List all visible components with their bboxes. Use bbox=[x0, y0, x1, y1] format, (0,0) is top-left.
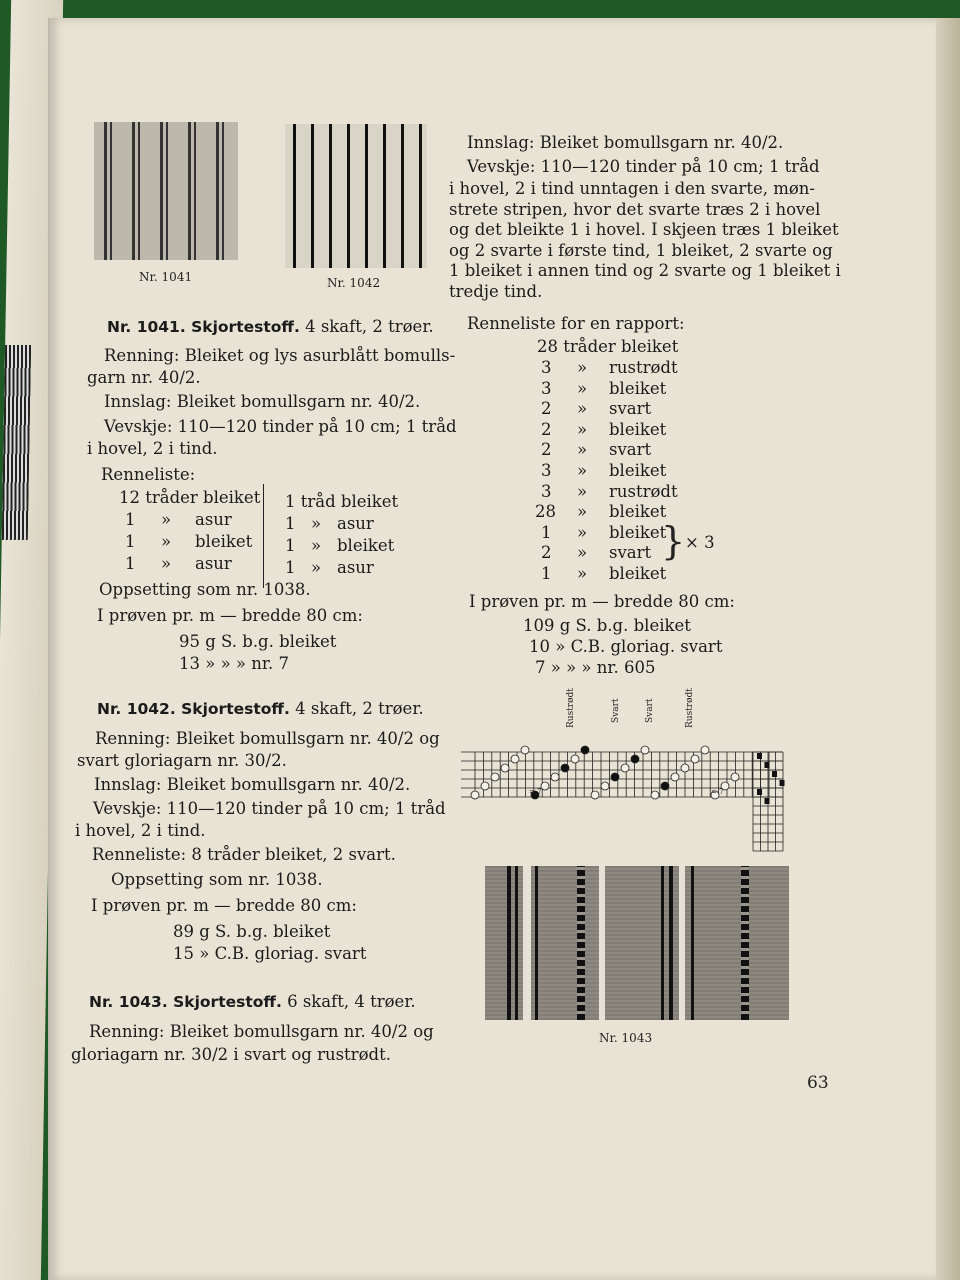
text-line: 13 » » » nr. 7 bbox=[179, 654, 289, 673]
threading-dot bbox=[691, 755, 699, 763]
renneliste-cell: 1 bbox=[125, 510, 136, 529]
threading-dot bbox=[681, 764, 689, 772]
renneliste-cell: » bbox=[577, 481, 588, 501]
renneliste-cell: 2 bbox=[541, 399, 552, 419]
swatch-1043 bbox=[485, 866, 789, 1020]
threading-dot bbox=[521, 746, 529, 754]
heading-1042 bbox=[97, 698, 424, 720]
tieup-mark bbox=[772, 771, 777, 777]
stripe bbox=[691, 866, 694, 1020]
repeat-brace: } bbox=[661, 519, 686, 563]
renneliste-cell: asur bbox=[337, 514, 374, 533]
renneliste-cell: bleiket bbox=[195, 532, 253, 551]
renneliste-cell: rustrødt bbox=[609, 358, 678, 377]
threading-dot bbox=[661, 782, 669, 790]
text-line: Renning: Bleiket bomullsgarn nr. 40/2 og bbox=[89, 1022, 434, 1041]
text-line: Vevskje: 110—120 tinder på 10 cm; 1 tråd bbox=[93, 799, 446, 818]
text-line: 15 » C.B. gloriag. svart bbox=[173, 944, 367, 963]
renneliste-cell: asur bbox=[195, 510, 232, 529]
renneliste-cell: » bbox=[577, 378, 588, 398]
renneliste-cell: » bbox=[161, 532, 172, 551]
renneliste-cell: 3 bbox=[541, 358, 552, 377]
renneliste-cell: » bbox=[577, 399, 588, 419]
text-line: Oppsetting som nr. 1038. bbox=[99, 580, 311, 599]
stripe bbox=[577, 866, 585, 1020]
threading-dot bbox=[601, 782, 609, 790]
text-line: 95 g S. b.g. bleiket bbox=[179, 632, 337, 651]
renneliste-cell: svart bbox=[609, 543, 652, 563]
renneliste-cell: 1 bbox=[541, 564, 552, 583]
repeat-label: × 3 bbox=[685, 533, 715, 552]
text-line: og det bleikte 1 i hovel. I skjeen træs 1 bleiket bbox=[449, 220, 839, 239]
renneliste-cell: 3 bbox=[541, 378, 552, 398]
swatch-1042 bbox=[285, 124, 427, 268]
heading-1043-bold: Nr. 1043. Skjortestoff. bbox=[89, 993, 282, 1011]
renneliste-cell: » bbox=[577, 419, 588, 439]
text-line: strete stripen, hvor det svarte træs 2 i hovel bbox=[449, 200, 821, 219]
text-line: Renneliste for en rapport: bbox=[467, 314, 685, 333]
text-line: i hovel, 2 i tind. bbox=[87, 439, 218, 458]
renneliste-cell: bleiket bbox=[609, 419, 667, 439]
renneliste-cell: svart bbox=[609, 440, 652, 460]
text-line: Renneliste: bbox=[101, 465, 196, 484]
renneliste-cell: » bbox=[311, 558, 322, 577]
renneliste-cell: » bbox=[577, 358, 588, 377]
renneliste-cell: » bbox=[577, 522, 588, 542]
renneliste-cell: asur bbox=[337, 558, 374, 577]
renneliste-cell: » bbox=[577, 502, 588, 522]
stripe bbox=[679, 866, 685, 1020]
threading-dot bbox=[651, 791, 659, 799]
stripe bbox=[523, 866, 531, 1020]
renneliste-cell: 2 bbox=[541, 419, 552, 439]
text-line: I prøven pr. m — bredde 80 cm: bbox=[91, 896, 357, 915]
threading-dot bbox=[541, 782, 549, 790]
text-line: i hovel, 2 i tind. bbox=[75, 821, 206, 840]
renneliste-cell: bleiket bbox=[609, 564, 667, 583]
text-line: gloriagarn nr. 30/2 i svart og rustrødt. bbox=[71, 1045, 391, 1064]
stripe bbox=[599, 866, 605, 1020]
stripe bbox=[741, 866, 749, 1020]
tieup-mark bbox=[765, 798, 770, 804]
threading-dot bbox=[591, 791, 599, 799]
heading-1041 bbox=[107, 316, 434, 338]
renneliste-cell: » bbox=[161, 554, 172, 573]
text-line: tredje tind. bbox=[449, 282, 543, 301]
caption-1041: Nr. 1041 bbox=[139, 270, 193, 284]
heading-1041-bold: Nr. 1041. Skjortestoff. bbox=[107, 318, 300, 336]
renneliste-cell: 1 bbox=[285, 514, 296, 533]
threading-dot bbox=[581, 746, 589, 754]
renneliste-cell: bleiket bbox=[609, 522, 667, 542]
renneliste-cell: » bbox=[577, 461, 588, 480]
swatch-1041 bbox=[94, 122, 238, 260]
renneliste-cell: » bbox=[577, 564, 588, 583]
heading-1042-rest: 4 skaft, 2 trøer. bbox=[295, 699, 424, 718]
renneliste-cell: » bbox=[577, 543, 588, 563]
text-line: I prøven pr. m — bredde 80 cm: bbox=[97, 606, 363, 625]
renneliste-cell: 2 bbox=[541, 440, 552, 460]
book-page bbox=[48, 18, 937, 1280]
renneliste-cell: 3 bbox=[541, 461, 552, 480]
text-line: Innslag: Bleiket bomullsgarn nr. 40/2. bbox=[467, 133, 784, 152]
stripe bbox=[507, 866, 511, 1020]
page-number: 63 bbox=[807, 1073, 829, 1093]
heading-1043-rest: 6 skaft, 4 trøer. bbox=[287, 992, 416, 1011]
text-line: garn nr. 40/2. bbox=[87, 368, 201, 387]
heading-1043 bbox=[89, 991, 416, 1013]
threading-dot bbox=[641, 746, 649, 754]
tieup-mark bbox=[765, 762, 770, 768]
text-line: 1 bleiket i annen tind og 2 svarte og 1 bleiket i bbox=[449, 261, 841, 280]
stripe bbox=[535, 866, 538, 1020]
renneliste-first: 28 tråder bleiket bbox=[537, 337, 679, 356]
threading-dot bbox=[701, 746, 709, 754]
threading-dot bbox=[631, 755, 639, 763]
text-line: 10 » C.B. gloriag. svart bbox=[529, 637, 723, 656]
draft-label: Svart bbox=[611, 698, 621, 723]
heading-1041-rest: 4 skaft, 2 trøer. bbox=[305, 317, 434, 336]
draft-label: Svart bbox=[645, 698, 655, 723]
text-line: 89 g S. b.g. bleiket bbox=[173, 922, 331, 941]
threading-dot bbox=[551, 773, 559, 781]
renneliste-cell: » bbox=[311, 514, 322, 533]
renneliste-cell: » bbox=[311, 536, 322, 555]
renneliste-cell: 1 bbox=[125, 554, 136, 573]
renneliste-cell: rustrødt bbox=[609, 481, 678, 501]
stripe bbox=[669, 866, 673, 1020]
threading-dot bbox=[621, 764, 629, 772]
threading-draft bbox=[461, 724, 791, 852]
renneliste-cell: 12 tråder bleiket bbox=[119, 488, 261, 507]
text-line: Vevskje: 110—120 tinder på 10 cm; 1 tråd bbox=[467, 157, 820, 176]
text-line: Oppsetting som nr. 1038. bbox=[111, 870, 323, 889]
heading-1042-bold: Nr. 1042. Skjortestoff. bbox=[97, 700, 290, 718]
threading-dot bbox=[501, 764, 509, 772]
renneliste-cell: bleiket bbox=[609, 378, 667, 398]
tieup-mark bbox=[780, 780, 785, 786]
caption-1042: Nr. 1042 bbox=[327, 276, 381, 290]
stripe bbox=[661, 866, 664, 1020]
text-line: Vevskje: 110—120 tinder på 10 cm; 1 tråd bbox=[104, 417, 457, 436]
text-line: Renning: Bleiket og lys asurblått bomulls- bbox=[104, 346, 456, 365]
tieup-mark bbox=[757, 789, 762, 795]
threading-dot bbox=[671, 773, 679, 781]
renneliste-cell: 1 tråd bleiket bbox=[285, 492, 399, 511]
text-line: Innslag: Bleiket bomullsgarn nr. 40/2. bbox=[94, 775, 411, 794]
threading-dot bbox=[511, 755, 519, 763]
page-edge bbox=[936, 18, 960, 1280]
renneliste-cell: 1 bbox=[541, 522, 552, 542]
renneliste-cell: » bbox=[577, 440, 588, 460]
renneliste-cell: svart bbox=[609, 399, 652, 419]
renneliste-cell: bleiket bbox=[609, 461, 667, 480]
text-line: og 2 svarte i første tind, 1 bleiket, 2 svarte og bbox=[449, 241, 833, 260]
renneliste-cell: 1 bbox=[285, 536, 296, 555]
renneliste-cell: bleiket bbox=[337, 536, 395, 555]
renneliste-cell: 28 bbox=[535, 502, 556, 522]
facing-page-swatch bbox=[2, 345, 31, 540]
renneliste-cell: bleiket bbox=[609, 502, 667, 522]
threading-dot bbox=[481, 782, 489, 790]
renneliste-cell: asur bbox=[195, 554, 232, 573]
threading-dot bbox=[731, 773, 739, 781]
draft-label: Rustrødt bbox=[685, 688, 695, 728]
renneliste-cell: 2 bbox=[541, 543, 552, 563]
caption-1043: Nr. 1043 bbox=[599, 1031, 653, 1045]
draft-mark: = 7 bbox=[529, 788, 542, 796]
threading-dot bbox=[561, 764, 569, 772]
text-line: I prøven pr. m — bredde 80 cm: bbox=[469, 592, 735, 611]
renneliste-cell: 3 bbox=[541, 481, 552, 501]
threading-dot bbox=[611, 773, 619, 781]
renneliste-cell: » bbox=[161, 510, 172, 529]
renneliste-cell: 1 bbox=[285, 558, 296, 577]
draft-mark: = 7 bbox=[711, 788, 724, 796]
stripe bbox=[515, 866, 518, 1020]
draft-label: Rustrødt bbox=[566, 688, 576, 728]
renneliste-cell: 1 bbox=[125, 532, 136, 551]
text-line: Renneliste: 8 tråder bleiket, 2 svart. bbox=[92, 845, 396, 864]
text-line: 109 g S. b.g. bleiket bbox=[523, 616, 691, 635]
text-line: 7 » » » nr. 605 bbox=[535, 658, 656, 677]
text-line: svart gloriagarn nr. 30/2. bbox=[77, 751, 287, 770]
renneliste-divider bbox=[263, 484, 264, 588]
text-line: i hovel, 2 i tind unntagen i den svarte, møn- bbox=[449, 179, 815, 198]
text-line: Innslag: Bleiket bomullsgarn nr. 40/2. bbox=[104, 392, 421, 411]
tieup-mark bbox=[757, 753, 762, 759]
threading-dot bbox=[471, 791, 479, 799]
threading-dot bbox=[571, 755, 579, 763]
threading-dot bbox=[491, 773, 499, 781]
text-line: Renning: Bleiket bomullsgarn nr. 40/2 og bbox=[95, 729, 440, 748]
